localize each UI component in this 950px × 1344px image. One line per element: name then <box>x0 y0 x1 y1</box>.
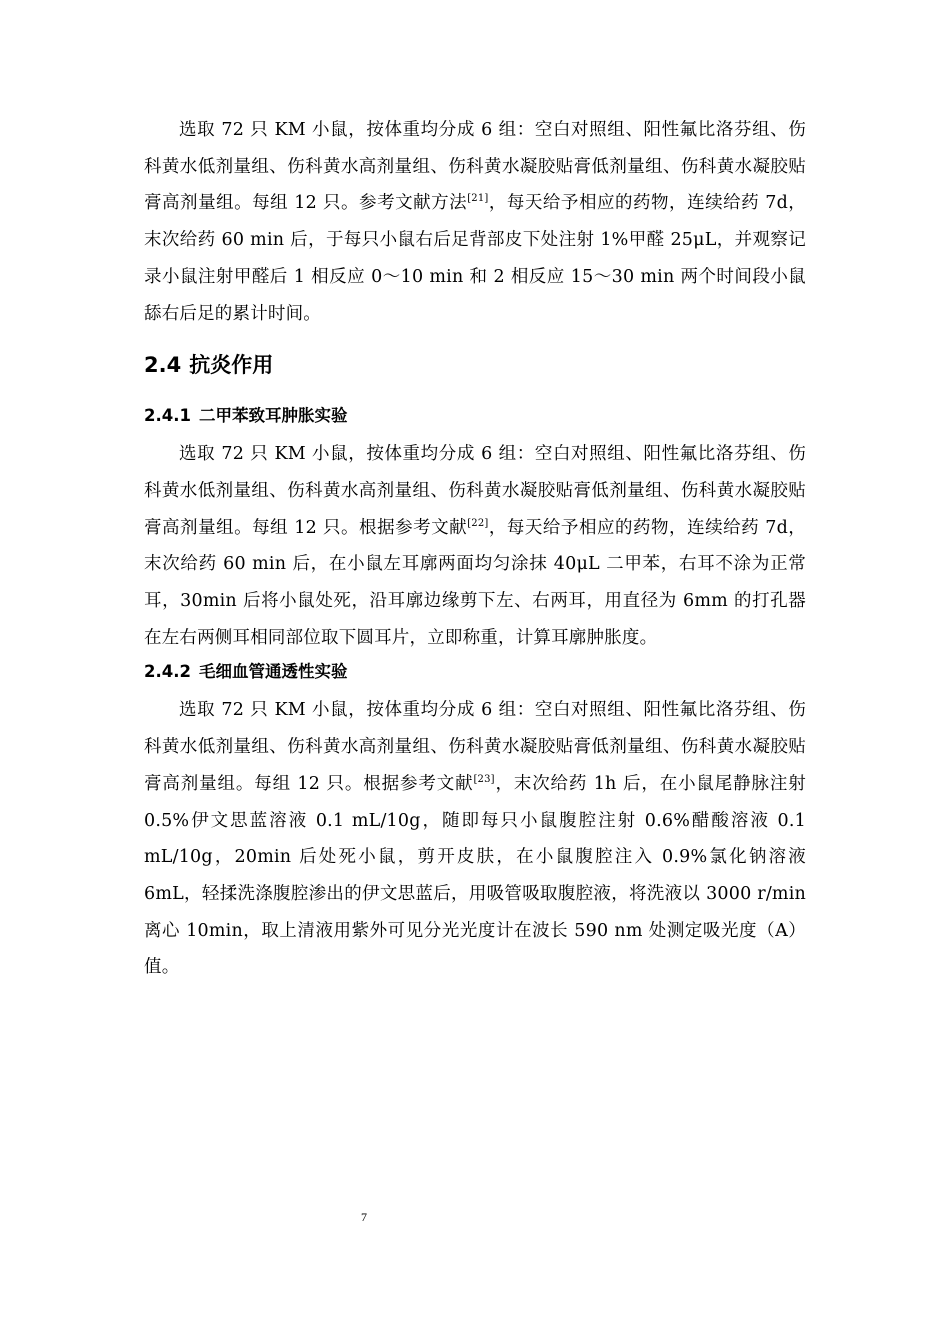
page-number: 7 <box>361 1210 367 1224</box>
subsection-number: 2.4.2 <box>144 662 191 682</box>
subsection-number: 2.4.1 <box>144 406 191 426</box>
subsection-title: 毛细血管通透性实验 <box>198 662 348 682</box>
citation-ref[interactable]: [22] <box>467 517 489 529</box>
citation-ref[interactable]: [21] <box>467 193 489 205</box>
paragraph-text: ，末次给药 1h 后，在小鼠尾静脉注射 0.5%伊文思蓝溶液 0.1 mL/10g，随即每只小鼠腹腔注射 0.6%醋酸溶液 0.1 mL/10g，20min 后处死小鼠，剪开皮肤，在小鼠腹腔注入 0.9%氯化钠溶液 6mL，轻揉洗涤腹腔渗出的伊文思蓝后，用吸管吸取腹腔液，将洗液以 3000 r/min 离心 10min，取上清液用紫外可见分光光度计在波长 590 nm 处测定吸光度（A）值。 <box>144 773 806 978</box>
paragraph-text: 选取 72 只 KM 小鼠，按体重均分成 6 组：空白对照组、阳性氟比洛芬组、伤科黄水低剂量组、伤科黄水高剂量组、伤科黄水凝胶贴膏低剂量组、伤科黄水凝胶贴膏高剂量组。每组 12 只。根据参考文献 <box>144 700 806 794</box>
paragraph-formalin-test <box>144 112 806 332</box>
section-number: 2.4 <box>144 353 182 378</box>
paragraph-text: ，每天给予相应的药物，连续给药 7d，末次给药 60 min 后，在小鼠左耳廓两面均匀涂抹 40μL 二甲苯，右耳不涂为正常耳，30min 后将小鼠处死，沿耳廓边缘剪下左、右两耳，用直径为 6mm 的打孔器在左右两侧耳相同部位取下圆耳片，立即称重，计算耳廓肿胀度。 <box>144 517 806 648</box>
paragraph-text: 选取 72 只 KM 小鼠，按体重均分成 6 组：空白对照组、阳性氟比洛芬组、伤科黄水低剂量组、伤科黄水高剂量组、伤科黄水凝胶贴膏低剂量组、伤科黄水凝胶贴膏高剂量组。每组 12 只。参考文献方法 <box>144 120 806 214</box>
section-title: 抗炎作用 <box>189 353 274 378</box>
section-heading <box>144 350 806 380</box>
paragraph-xylene-ear-swelling <box>144 436 806 656</box>
paragraph-text: 选取 72 只 KM 小鼠，按体重均分成 6 组：空白对照组、阳性氟比洛芬组、伤科黄水低剂量组、伤科黄水高剂量组、伤科黄水凝胶贴膏低剂量组、伤科黄水凝胶贴膏高剂量组。每组 12 只。根据参考文献 <box>144 444 806 538</box>
subsection-heading <box>144 402 806 430</box>
citation-ref[interactable]: [23] <box>473 773 495 785</box>
page-content <box>144 112 806 986</box>
subsection-title: 二甲苯致耳肿胀实验 <box>198 406 348 426</box>
paragraph-text: ，每天给予相应的药物，连续给药 7d，末次给药 60 min 后，于每只小鼠右后足背部皮下处注射 1%甲醛 25μL，并观察记录小鼠注射甲醛后 1 相反应 0～10 min 和 2 相反应 15～30 min 两个时间段小鼠舔右后足的累计时间。 <box>144 193 806 324</box>
paragraph-capillary-permeability <box>144 692 806 986</box>
subsection-heading <box>144 658 806 686</box>
